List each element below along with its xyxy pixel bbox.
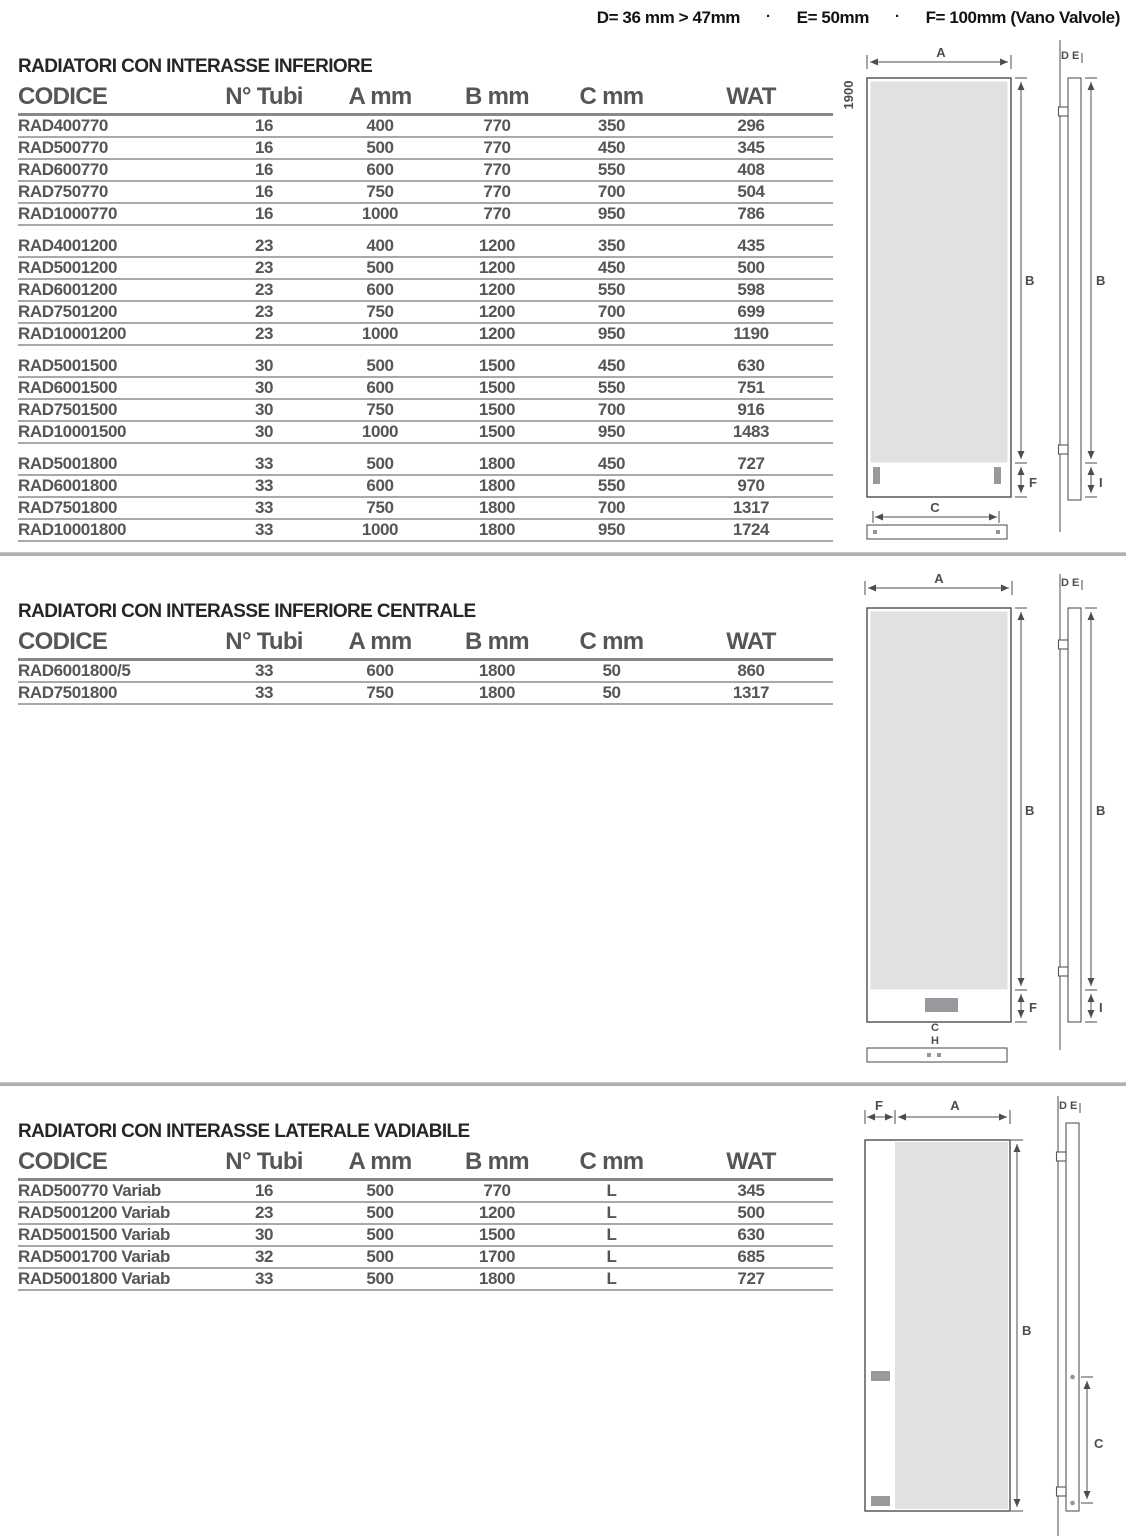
cell-value: 1800	[478, 520, 516, 539]
cell-value: 630	[737, 356, 765, 375]
legend-d: D= 36 mm > 47mm	[596, 8, 741, 27]
table-group	[18, 454, 833, 542]
table-row	[18, 476, 833, 498]
column-header-a-mm: A mm	[348, 83, 412, 110]
wall-mount-top	[1059, 640, 1069, 649]
cell-codice: RAD5001800	[18, 454, 118, 473]
cell-value: 1500	[478, 400, 516, 419]
cell-value: 1800	[478, 1269, 516, 1288]
legend-f: F= 100mm (Vano Valvole)	[925, 8, 1120, 27]
table-row	[18, 160, 833, 182]
cell-codice: RAD5001700 Variab	[18, 1247, 170, 1266]
column-header-n-tubi: N° Tubi	[225, 628, 303, 655]
cell-codice: RAD6001200	[18, 280, 118, 299]
dim-label-A: A	[934, 571, 944, 586]
cell-codice: RAD5001200	[18, 258, 118, 277]
diagram-interasse-inferiore-centrale	[834, 570, 1126, 1080]
dim-label-E: E	[1072, 577, 1080, 589]
table-header-row	[18, 628, 833, 661]
radiator-panel	[871, 82, 1008, 463]
cell-value: 770	[483, 1181, 511, 1200]
cell-value: 1200	[478, 258, 516, 277]
cell-value: 1500	[478, 356, 516, 375]
radiator-panel	[895, 1142, 1008, 1509]
cell-value: 700	[597, 400, 626, 419]
cell-value: 33	[254, 520, 274, 539]
table-row	[18, 1203, 833, 1225]
cell-value: 750	[366, 182, 394, 201]
bracket-hole	[937, 1053, 941, 1057]
legend-bullet: ·	[766, 8, 771, 25]
connection-point-lower	[1070, 1501, 1075, 1506]
cell-value: 1000	[361, 520, 399, 539]
cell-value: 750	[366, 302, 394, 321]
table-row	[18, 258, 833, 280]
cell-codice: RAD10001200	[18, 324, 127, 343]
cell-value: 400	[366, 236, 394, 255]
table-row	[18, 661, 833, 683]
cell-value: 350	[597, 236, 626, 255]
table-row	[18, 454, 833, 476]
cell-value: L	[606, 1225, 617, 1244]
cell-codice: RAD750770	[18, 182, 108, 201]
cell-codice: RAD7501800	[18, 498, 118, 517]
table-body	[18, 1181, 833, 1291]
cell-value: 550	[597, 476, 626, 495]
connection-tab-left	[873, 467, 880, 484]
cell-codice: RAD7501800	[18, 683, 118, 702]
cell-value: 16	[254, 116, 274, 135]
connection-point-upper	[1070, 1375, 1075, 1380]
cell-codice: RAD5001800 Variab	[18, 1269, 170, 1288]
cell-value: 50	[602, 661, 621, 680]
cell-value: 408	[737, 160, 765, 179]
section-interasse-laterale-variabile	[18, 1121, 833, 1291]
cell-value: 1700	[478, 1247, 516, 1266]
cell-value: L	[606, 1181, 617, 1200]
column-header-codice: CODICE	[18, 83, 108, 110]
cell-value: 1800	[478, 683, 516, 702]
dim-label-I: I	[1099, 1000, 1103, 1015]
cell-value: 450	[597, 258, 626, 277]
table-row	[18, 1247, 833, 1269]
column-header-wat: WAT	[726, 1148, 776, 1175]
cell-value: L	[606, 1247, 617, 1266]
cell-value: 1200	[478, 280, 516, 299]
section-interasse-inferiore-centrale	[18, 601, 833, 705]
cell-value: 1500	[478, 422, 516, 441]
cell-value: 500	[366, 1225, 394, 1244]
cell-value: 500	[366, 258, 394, 277]
cell-value: 727	[737, 454, 765, 473]
cell-value: 600	[366, 476, 394, 495]
table-row	[18, 422, 833, 444]
cell-value: 504	[737, 182, 765, 201]
dim-label-F: F	[1029, 475, 1037, 490]
cell-value: 600	[366, 160, 394, 179]
section-title: RADIATORI CON INTERASSE INFERIORE CENTRALE	[18, 601, 476, 622]
cell-value: 750	[366, 498, 394, 517]
table-row	[18, 280, 833, 302]
cell-value: 1000	[361, 422, 399, 441]
cell-value: 700	[597, 182, 626, 201]
table-row	[18, 236, 833, 258]
cell-value: 33	[254, 1269, 274, 1288]
cell-codice: RAD1000770	[18, 204, 118, 223]
cell-codice: RAD6001800/5	[18, 661, 131, 680]
cell-value: 16	[254, 138, 274, 157]
column-header-codice: CODICE	[18, 1148, 108, 1175]
cell-value: 23	[254, 280, 274, 299]
cell-codice: RAD6001500	[18, 378, 118, 397]
cell-value: 950	[597, 204, 626, 223]
column-header-a-mm: A mm	[348, 1148, 412, 1175]
cell-value: 30	[254, 1225, 274, 1244]
cell-value: 786	[737, 204, 765, 223]
table-row	[18, 498, 833, 520]
radiator-side-view	[1068, 608, 1081, 1022]
cell-codice: RAD5001500 Variab	[18, 1225, 170, 1244]
cell-value: 23	[254, 324, 274, 343]
table-row	[18, 138, 833, 160]
cell-value: 600	[366, 378, 394, 397]
table-row	[18, 116, 833, 138]
cell-value: 1483	[732, 422, 770, 441]
cell-value: 550	[597, 378, 626, 397]
table-body	[18, 661, 833, 705]
cell-value: L	[606, 1269, 617, 1288]
wall-mount-top	[1059, 107, 1069, 116]
radiator-panel	[871, 612, 1008, 990]
cell-value: L	[606, 1203, 617, 1222]
cell-value: 30	[254, 378, 274, 397]
table-group	[18, 356, 833, 444]
column-header-c-mm: C mm	[579, 1148, 644, 1175]
cell-value: 1800	[478, 498, 516, 517]
table-row	[18, 1269, 833, 1291]
cell-value: 751	[737, 378, 765, 397]
table-group	[18, 116, 833, 226]
dim-label-F: F	[1029, 1000, 1037, 1015]
cell-codice: RAD5001200 Variab	[18, 1203, 170, 1222]
table-row	[18, 356, 833, 378]
table-row	[18, 520, 833, 542]
wall-mount-top	[1057, 1152, 1067, 1161]
cell-value: 16	[254, 182, 274, 201]
cell-value: 1317	[732, 498, 770, 517]
legend-e: E= 50mm	[796, 8, 869, 27]
cell-value: 700	[597, 302, 626, 321]
column-header-wat: WAT	[726, 628, 776, 655]
cell-value: 450	[597, 454, 626, 473]
cell-value: 1200	[478, 1203, 516, 1222]
cell-value: 950	[597, 324, 626, 343]
cell-value: 500	[366, 356, 394, 375]
section-title: RADIATORI CON INTERASSE LATERALE VADIABILE	[18, 1121, 470, 1142]
bracket-hole	[996, 530, 1000, 534]
diagram-interasse-inferiore	[834, 38, 1126, 552]
cell-codice: RAD400770	[18, 116, 108, 135]
cell-codice: RAD4001200	[18, 236, 118, 255]
cell-value: 700	[597, 498, 626, 517]
cell-value: 450	[597, 356, 626, 375]
cell-value: 350	[597, 116, 626, 135]
cell-value: 1317	[732, 683, 770, 702]
cell-value: 550	[597, 280, 626, 299]
cell-value: 1000	[361, 324, 399, 343]
section-divider	[0, 1082, 1126, 1086]
cell-value: 33	[254, 661, 274, 680]
table-header-row	[18, 83, 833, 116]
table-row	[18, 400, 833, 422]
wall-mount-bottom	[1059, 967, 1069, 976]
cell-value: 500	[366, 1181, 394, 1200]
dim-label-D: D	[1059, 1100, 1067, 1112]
cell-value: 770	[483, 116, 511, 135]
dim-label-C: C	[1094, 1436, 1104, 1451]
cell-value: 23	[254, 236, 274, 255]
cell-value: 16	[254, 160, 274, 179]
cell-value: 296	[737, 116, 765, 135]
legend-bullet: ·	[894, 8, 900, 25]
cell-codice: RAD500770 Variab	[18, 1181, 161, 1200]
dim-label-B: B	[1096, 803, 1106, 818]
column-header-b-mm: B mm	[465, 628, 529, 655]
column-header-n-tubi: N° Tubi	[225, 1148, 303, 1175]
column-header-codice: CODICE	[18, 628, 108, 655]
cell-value: 1500	[478, 378, 516, 397]
cell-value: 30	[254, 356, 274, 375]
cell-value: 500	[737, 258, 765, 277]
column-header-b-mm: B mm	[465, 83, 529, 110]
cell-value: 16	[254, 1181, 274, 1200]
cell-value: 23	[254, 302, 274, 321]
cell-codice: RAD5001500	[18, 356, 118, 375]
wall-mount-bottom	[1057, 1487, 1067, 1496]
cell-value: 450	[597, 138, 626, 157]
dimension-legend	[597, 8, 1120, 28]
dim-label-D: D	[1061, 50, 1069, 62]
section-interasse-inferiore	[18, 56, 833, 542]
cell-value: 33	[254, 454, 274, 473]
cell-codice: RAD10001800	[18, 520, 127, 539]
table-row	[18, 324, 833, 346]
dim-label-H: H	[931, 1035, 939, 1047]
cell-value: 400	[366, 116, 394, 135]
cell-value: 30	[254, 422, 274, 441]
bracket-hole	[927, 1053, 931, 1057]
cell-value: 500	[737, 1203, 765, 1222]
cell-value: 598	[737, 280, 765, 299]
table-group	[18, 661, 833, 705]
cell-codice: RAD10001500	[18, 422, 127, 441]
dim-label-B: B	[1025, 803, 1035, 818]
cell-value: 30	[254, 400, 274, 419]
cell-value: 950	[597, 422, 626, 441]
cell-value: 16	[254, 204, 274, 223]
cell-value: 50	[602, 683, 621, 702]
connection-tab-right	[994, 467, 1001, 484]
wall-mount-bottom	[1059, 445, 1069, 454]
cell-codice: RAD500770	[18, 138, 108, 157]
table-row	[18, 378, 833, 400]
cell-value: 1190	[733, 324, 769, 343]
cell-value: 550	[597, 160, 626, 179]
cell-value: 500	[366, 454, 394, 473]
cell-codice: RAD600770	[18, 160, 108, 179]
cell-value: 23	[254, 1203, 274, 1222]
cell-value: 630	[737, 1225, 765, 1244]
column-header-b-mm: B mm	[465, 1148, 529, 1175]
dim-label-I: I	[1099, 475, 1103, 490]
cell-value: 345	[737, 1181, 765, 1200]
dim-label-B: B	[1022, 1323, 1032, 1338]
cell-value: 600	[366, 661, 394, 680]
dim-label-E: E	[1070, 1100, 1078, 1112]
cell-value: 1200	[478, 236, 516, 255]
dim-label-E: E	[1072, 50, 1080, 62]
table-row	[18, 1225, 833, 1247]
table-group	[18, 236, 833, 346]
cell-value: 770	[483, 182, 511, 201]
table-row	[18, 302, 833, 324]
dim-label-A: A	[950, 1098, 960, 1113]
cell-value: 750	[366, 683, 394, 702]
connection-tab-bottom	[871, 1496, 890, 1506]
column-header-n-tubi: N° Tubi	[225, 83, 303, 110]
section-divider	[0, 552, 1126, 556]
cell-value: 770	[483, 138, 511, 157]
cell-value: 727	[737, 1269, 765, 1288]
cell-codice: RAD6001800	[18, 476, 118, 495]
cell-value: 699	[737, 302, 765, 321]
cell-value: 1500	[478, 1225, 516, 1244]
dim-label-B: B	[1025, 273, 1035, 288]
table-row	[18, 182, 833, 204]
dim-label-C: C	[931, 1022, 939, 1034]
cell-value: 1200	[478, 302, 516, 321]
wall-bracket	[867, 525, 1007, 539]
bracket-hole	[873, 530, 877, 534]
dim-label-C: C	[930, 500, 940, 515]
cell-value: 500	[366, 1269, 394, 1288]
table-row	[18, 1181, 833, 1203]
cell-value: 1000	[361, 204, 399, 223]
cell-codice: RAD7501200	[18, 302, 118, 321]
cell-value: 33	[254, 498, 274, 517]
dim-label-A: A	[936, 45, 946, 60]
connection-tab-central	[925, 998, 958, 1012]
diagram-interasse-laterale-variabile	[834, 1092, 1126, 1538]
cell-value: 33	[254, 683, 274, 702]
table-row	[18, 204, 833, 226]
cell-value: 1200	[478, 324, 516, 343]
radiator-side-view	[1066, 1123, 1079, 1511]
cell-value: 770	[483, 204, 511, 223]
connection-tab-middle	[871, 1371, 890, 1381]
column-header-c-mm: C mm	[579, 83, 644, 110]
column-header-wat: WAT	[726, 83, 776, 110]
column-header-c-mm: C mm	[579, 628, 644, 655]
cell-value: 435	[737, 236, 765, 255]
table-header-row	[18, 1148, 833, 1181]
cell-value: 600	[366, 280, 394, 299]
table-row	[18, 683, 833, 705]
dim-label-F: F	[875, 1098, 883, 1113]
table-body	[18, 116, 833, 542]
table-group	[18, 1181, 833, 1291]
cell-value: 500	[366, 1247, 394, 1266]
cell-value: 33	[254, 476, 274, 495]
cell-value: 750	[366, 400, 394, 419]
cell-value: 500	[366, 138, 394, 157]
cell-value: 916	[737, 400, 765, 419]
cell-value: 685	[737, 1247, 765, 1266]
section-title: RADIATORI CON INTERASSE INFERIORE	[18, 56, 373, 77]
column-header-a-mm: A mm	[348, 628, 412, 655]
cell-value: 950	[597, 520, 626, 539]
cell-value: 23	[254, 258, 274, 277]
cell-codice: RAD7501500	[18, 400, 118, 419]
cell-value: 500	[366, 1203, 394, 1222]
radiator-side-view	[1068, 78, 1081, 500]
cell-value: 770	[483, 160, 511, 179]
cell-value: 1800	[478, 476, 516, 495]
dim-label-B: B	[1096, 273, 1106, 288]
dim-label-D: D	[1061, 577, 1069, 589]
cell-value: 345	[737, 138, 765, 157]
cell-value: 1800	[478, 454, 516, 473]
cell-value: 860	[737, 661, 765, 680]
cell-value: 32	[254, 1247, 274, 1266]
height-1900-label: 1900	[841, 80, 856, 110]
cell-value: 1724	[732, 520, 770, 539]
cell-value: 1800	[478, 661, 516, 680]
cell-value: 970	[737, 476, 765, 495]
